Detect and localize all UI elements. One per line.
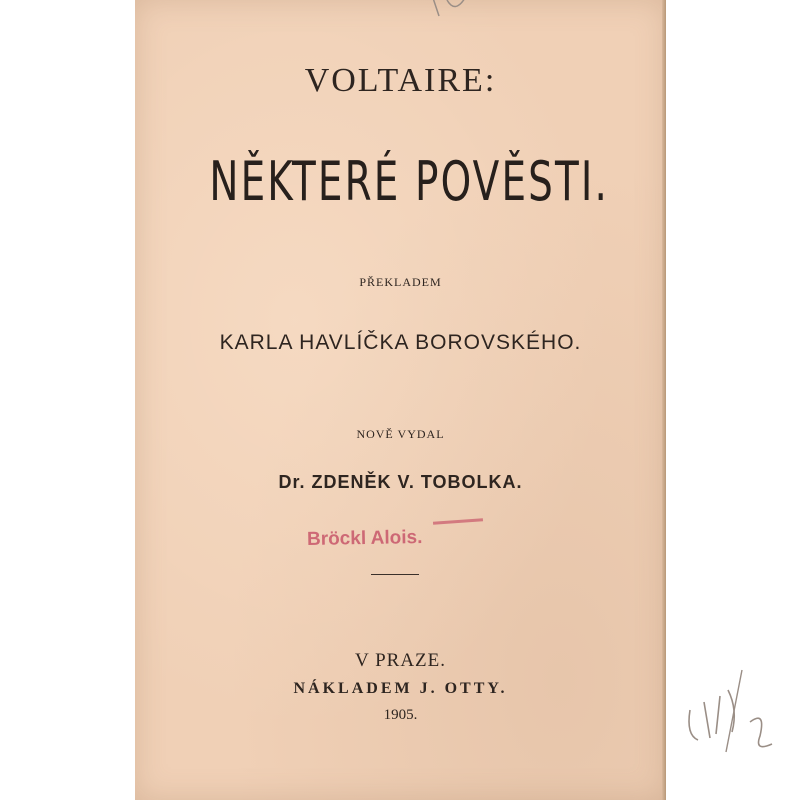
publication-place: V PRAZE. [354, 650, 447, 671]
edited-by-label: NOVĚ VYDAL [356, 427, 445, 441]
pencil-mark-top [425, 0, 485, 20]
page-edge [662, 0, 666, 800]
pencil-shelf-mark [680, 640, 790, 760]
publisher-line: NÁKLADEM J. OTTY. [293, 680, 508, 697]
publication-year: 1905. [383, 707, 418, 723]
divider-rule [371, 574, 419, 575]
author-name: VOLTAIRE: [304, 62, 497, 99]
editor-name: Dr. ZDENĚK V. TOBOLKA. [278, 472, 523, 492]
translated-by-label: PŘEKLADEM [359, 275, 442, 289]
book-title-page [135, 0, 666, 800]
book-title: NĚKTERÉ POVĚSTI. [209, 150, 610, 213]
stamp-stroke [433, 518, 483, 524]
translator-name: KARLA HAVLÍČKA BOROVSKÉHO. [219, 331, 582, 354]
owner-stamp: Bröckl Alois. [306, 526, 423, 551]
